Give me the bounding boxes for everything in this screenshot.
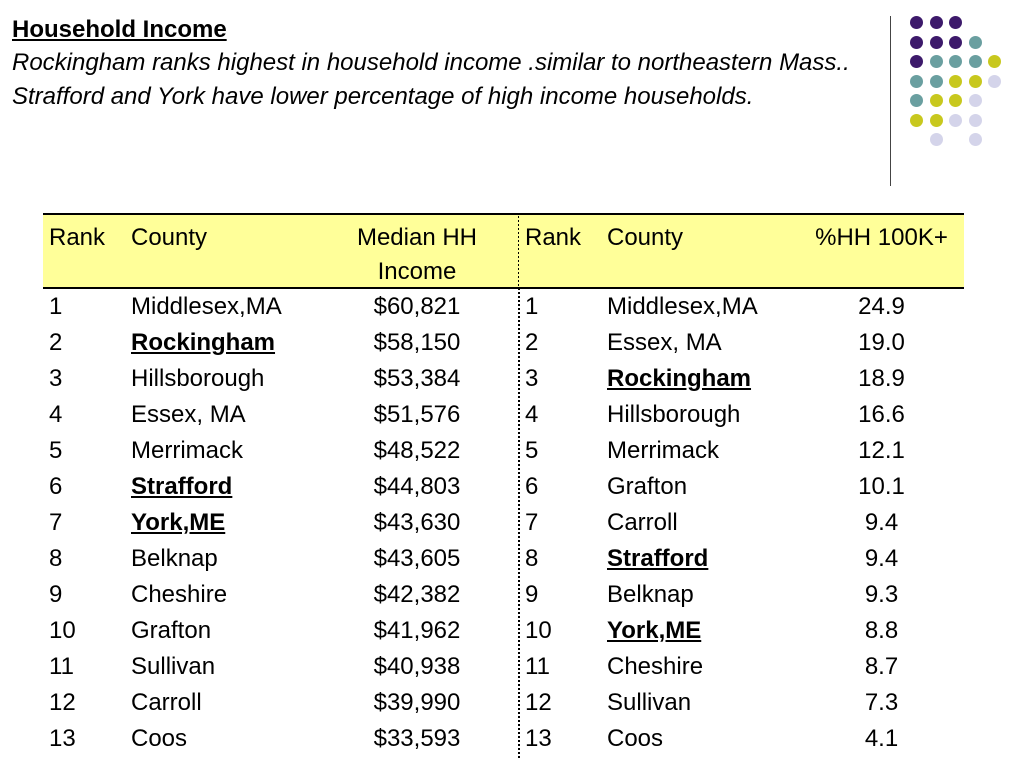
- table-row: [43, 325, 519, 361]
- value-cell: $41,962: [373, 617, 461, 644]
- county-cell: Belknap: [607, 581, 694, 608]
- value-cell: 8.8: [864, 617, 899, 644]
- county-cell: Coos: [607, 725, 664, 752]
- decorative-dot: [949, 94, 962, 107]
- decorative-dot: [910, 36, 923, 49]
- decorative-dot: [969, 133, 982, 146]
- table-row: [519, 721, 964, 757]
- county-cell: Essex, MA: [131, 401, 246, 428]
- rank-cell: 7: [525, 509, 539, 536]
- decorative-dot: [949, 55, 962, 68]
- decorative-dot: [930, 36, 943, 49]
- decorative-dot: [930, 94, 943, 107]
- county-cell: Hillsborough: [607, 401, 741, 428]
- table-row: [43, 397, 519, 433]
- decorative-dot-grid: [902, 12, 1012, 172]
- decorative-dot: [930, 55, 943, 68]
- table-row: [43, 685, 519, 721]
- county-cell: Cheshire: [131, 581, 228, 608]
- decorative-dot: [930, 133, 943, 146]
- decorative-dot: [949, 16, 962, 29]
- decorative-dot: [910, 75, 923, 88]
- rank-cell: 13: [525, 725, 552, 752]
- county-cell: Rockingham: [131, 329, 276, 356]
- county-cell: Hillsborough: [131, 365, 265, 392]
- rank-cell: 6: [525, 473, 539, 500]
- decorative-dot: [910, 16, 923, 29]
- value-cell: $43,630: [373, 509, 461, 536]
- value-cell: 16.6: [858, 401, 905, 428]
- high-income-pct-table: [519, 213, 964, 757]
- rank-cell: 13: [49, 725, 76, 752]
- table-row: [519, 433, 964, 469]
- county-cell: Essex, MA: [607, 329, 722, 356]
- table-row: [519, 649, 964, 685]
- county-cell: Middlesex,MA: [131, 293, 282, 320]
- rank-cell: 6: [49, 473, 63, 500]
- county-cell: Belknap: [131, 545, 218, 572]
- table-row: [519, 685, 964, 721]
- decorative-dot: [930, 16, 943, 29]
- table-row: [519, 361, 964, 397]
- rank-cell: 5: [525, 437, 539, 464]
- rank-cell: 1: [525, 293, 539, 320]
- county-cell: York,ME: [131, 509, 226, 536]
- page-subtitle: Rockingham ranks highest in household income .similar to northeastern Mass.. Strafford and York have lower percentage of high income households.: [12, 49, 850, 110]
- county-cell: Cheshire: [607, 653, 704, 680]
- table-row: [43, 469, 519, 505]
- value-cell: 8.7: [864, 653, 899, 680]
- decorative-dot: [910, 94, 923, 107]
- decorative-dot: [969, 55, 982, 68]
- decorative-dot: [949, 75, 962, 88]
- decorative-dot: [949, 36, 962, 49]
- rank-cell: 11: [49, 653, 74, 680]
- table-row: [519, 613, 964, 649]
- rank-cell: 2: [525, 329, 539, 356]
- table-row: [43, 289, 519, 325]
- header-median-income-line1: Median HH: [356, 224, 478, 251]
- header-county: County: [607, 224, 684, 251]
- table-row: [43, 361, 519, 397]
- table-row: [43, 649, 519, 685]
- decorative-dot: [930, 75, 943, 88]
- value-cell: 12.1: [858, 437, 905, 464]
- county-cell: Carroll: [131, 689, 202, 716]
- decorative-dot: [930, 114, 943, 127]
- decorative-dot: [969, 94, 982, 107]
- rank-cell: 8: [525, 545, 539, 572]
- rank-cell: 11: [525, 653, 550, 680]
- value-cell: $48,522: [373, 437, 461, 464]
- table-row: [519, 397, 964, 433]
- value-cell: $42,382: [373, 581, 461, 608]
- value-cell: 9.4: [864, 509, 899, 536]
- rank-cell: 4: [525, 401, 539, 428]
- county-cell: Coos: [131, 725, 188, 752]
- county-cell: Rockingham: [607, 365, 752, 392]
- value-cell: 4.1: [864, 725, 899, 752]
- county-cell: Strafford: [131, 473, 233, 500]
- value-cell: 19.0: [858, 329, 905, 356]
- table-row: [519, 505, 964, 541]
- value-cell: 7.3: [864, 689, 899, 716]
- rank-cell: 1: [49, 293, 63, 320]
- median-income-table-header: [43, 213, 519, 289]
- table-row: [519, 289, 964, 325]
- decorative-dot: [910, 114, 923, 127]
- header-rank: Rank: [525, 224, 582, 251]
- county-cell: Middlesex,MA: [607, 293, 758, 320]
- rank-cell: 2: [49, 329, 63, 356]
- value-cell: $40,938: [373, 653, 461, 680]
- county-cell: Merrimack: [131, 437, 243, 464]
- county-cell: York,ME: [607, 617, 702, 644]
- table-row: [43, 613, 519, 649]
- rank-cell: 9: [525, 581, 539, 608]
- title-block: [12, 14, 872, 114]
- value-cell: $44,803: [373, 473, 461, 500]
- table-row: [519, 325, 964, 361]
- decorative-dot: [969, 36, 982, 49]
- value-cell: 24.9: [858, 293, 905, 320]
- value-cell: $58,150: [373, 329, 461, 356]
- median-income-rows: [43, 289, 519, 757]
- decorative-dot: [969, 114, 982, 127]
- rank-cell: 10: [525, 617, 552, 644]
- value-cell: 10.1: [858, 473, 905, 500]
- county-cell: Strafford: [607, 545, 709, 572]
- decorative-dot: [949, 114, 962, 127]
- high-income-pct-rows: [519, 289, 964, 757]
- value-cell: $60,821: [373, 293, 461, 320]
- rank-cell: 10: [49, 617, 76, 644]
- value-cell: $33,593: [373, 725, 461, 752]
- county-cell: Merrimack: [607, 437, 719, 464]
- table-row: [519, 469, 964, 505]
- value-cell: $51,576: [373, 401, 461, 428]
- table-row: [519, 541, 964, 577]
- value-cell: 18.9: [858, 365, 905, 392]
- vertical-divider-line: [890, 16, 891, 186]
- header-pct-hh-100k: %HH 100K+: [815, 224, 948, 251]
- rank-cell: 3: [525, 365, 539, 392]
- value-cell: $53,384: [373, 365, 461, 392]
- rank-cell: 9: [49, 581, 63, 608]
- county-cell: Grafton: [131, 617, 212, 644]
- decorative-dot: [969, 75, 982, 88]
- value-cell: $39,990: [373, 689, 461, 716]
- table-row: [43, 505, 519, 541]
- value-cell: $43,605: [373, 545, 461, 572]
- median-income-table: [43, 213, 519, 757]
- county-cell: Sullivan: [607, 689, 692, 716]
- table-row: [43, 541, 519, 577]
- table-row: [519, 577, 964, 613]
- rank-cell: 12: [49, 689, 76, 716]
- county-cell: Sullivan: [131, 653, 216, 680]
- county-cell: Carroll: [607, 509, 678, 536]
- high-income-pct-table-header: [519, 213, 964, 289]
- rank-cell: 5: [49, 437, 63, 464]
- decorative-dot: [910, 55, 923, 68]
- rank-cell: 12: [525, 689, 552, 716]
- table-row: [43, 721, 519, 757]
- county-cell: Grafton: [607, 473, 688, 500]
- table-row: [43, 577, 519, 613]
- rank-cell: 7: [49, 509, 63, 536]
- header-median-income-line2: Income: [377, 258, 457, 285]
- decorative-dot: [988, 55, 1001, 68]
- page-title: Household Income: [12, 16, 227, 43]
- header-county: County: [131, 224, 208, 251]
- decorative-dot: [988, 75, 1001, 88]
- rank-cell: 3: [49, 365, 63, 392]
- rank-cell: 4: [49, 401, 63, 428]
- rank-cell: 8: [49, 545, 63, 572]
- value-cell: 9.3: [864, 581, 899, 608]
- header-rank: Rank: [49, 224, 106, 251]
- value-cell: 9.4: [864, 545, 899, 572]
- table-row: [43, 433, 519, 469]
